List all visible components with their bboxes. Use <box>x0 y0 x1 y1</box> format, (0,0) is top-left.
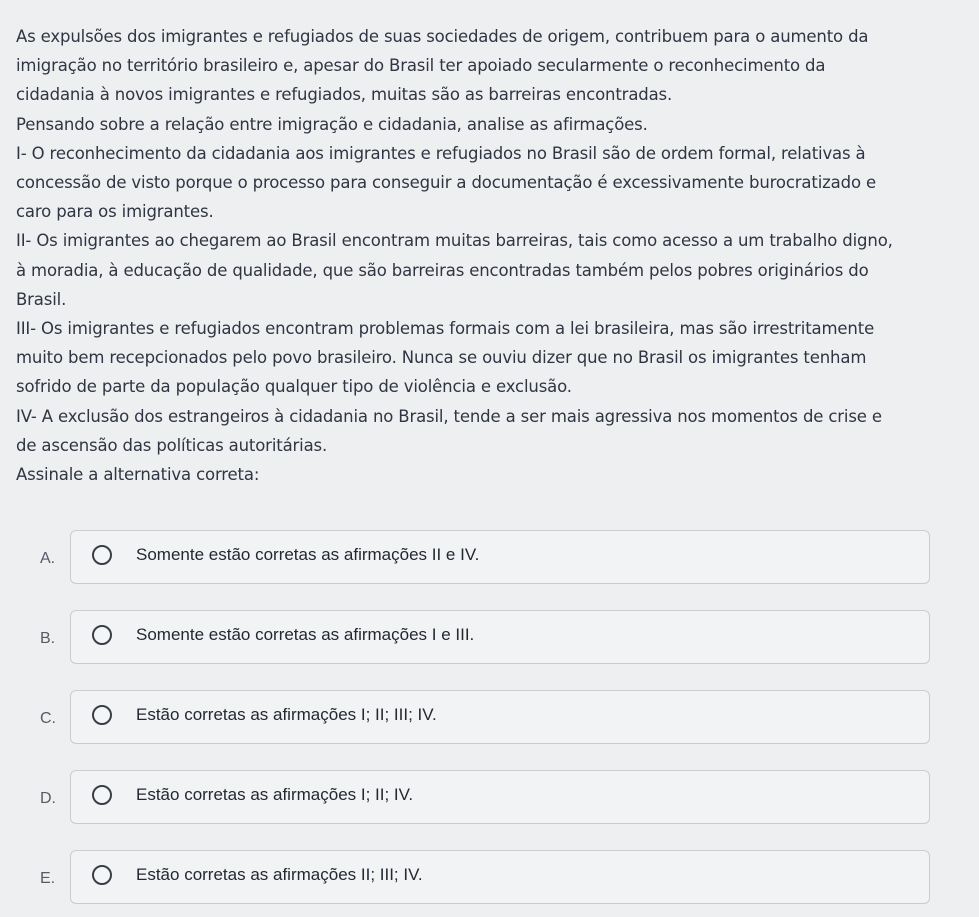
radio-button[interactable] <box>92 545 112 565</box>
question-line: cidadania à novos imigrantes e refugiados, muitas são as barreiras encontradas. <box>16 85 673 105</box>
option-letter: C. <box>40 710 56 727</box>
option-letter: A. <box>40 550 56 567</box>
option-label: Somente estão corretas as afirmações I e III. <box>136 625 475 644</box>
option-label: Estão corretas as afirmações I; II; III; IV. <box>136 705 437 724</box>
instruction-line: Assinale a alternativa correta: <box>16 465 260 485</box>
statement-line: IV- A exclusão dos estrangeiros à cidadania no Brasil, tende a ser mais agressiva nos momentos de crise e <box>16 406 882 426</box>
statement-line: II- Os imigrantes ao chegarem ao Brasil encontram muitas barreiras, tais como acesso a um trabalho digno, <box>16 231 893 251</box>
statement-line: I- O reconhecimento da cidadania aos imigrantes e refugiados no Brasil são de ordem formal, relativas à <box>16 143 866 163</box>
option-a[interactable] <box>0 530 979 596</box>
statement-line: muito bem recepcionados pelo povo brasileiro. Nunca se ouviu dizer que no Brasil os imigrantes tenham <box>16 348 867 368</box>
option-c[interactable] <box>0 690 979 756</box>
statement-line: caro para os imigrantes. <box>16 202 214 222</box>
radio-button[interactable] <box>92 865 112 885</box>
option-label: Estão corretas as afirmações I; II; IV. <box>136 785 414 804</box>
option-letter: E. <box>40 870 56 887</box>
option-label: Somente estão corretas as afirmações II e IV. <box>136 545 480 564</box>
statement-line: sofrido de parte da população qualquer tipo de violência e exclusão. <box>16 377 572 397</box>
option-e[interactable] <box>0 850 979 916</box>
question-line: As expulsões dos imigrantes e refugiados de suas sociedades de origem, contribuem para o aumento da <box>16 27 869 46</box>
radio-button[interactable] <box>92 785 112 805</box>
option-label: Estão corretas as afirmações II; III; IV. <box>136 865 423 884</box>
option-letter: B. <box>40 630 56 647</box>
statement-line: à moradia, à educação de qualidade, que são barreiras encontradas também pelos pobres originários do <box>16 260 869 280</box>
radio-button[interactable] <box>92 705 112 725</box>
statement-line: Brasil. <box>16 289 67 309</box>
question-line: Pensando sobre a relação entre imigração e cidadania, analise as afirmações. <box>16 114 648 134</box>
option-d[interactable] <box>0 770 979 836</box>
radio-button[interactable] <box>92 625 112 645</box>
option-letter: D. <box>40 790 56 807</box>
statement-line: de ascensão das políticas autoritárias. <box>16 435 328 455</box>
option-b[interactable] <box>0 610 979 676</box>
statement-line: concessão de visto porque o processo para conseguir a documentação é excessivamente burocratizado e <box>16 173 876 193</box>
statement-line: III- Os imigrantes e refugiados encontram problemas formais com a lei brasileira, mas são irrestritamente <box>16 319 875 339</box>
question-line: imigração no território brasileiro e, apesar do Brasil ter apoiado secularmente o reconhecimento da <box>16 56 826 76</box>
